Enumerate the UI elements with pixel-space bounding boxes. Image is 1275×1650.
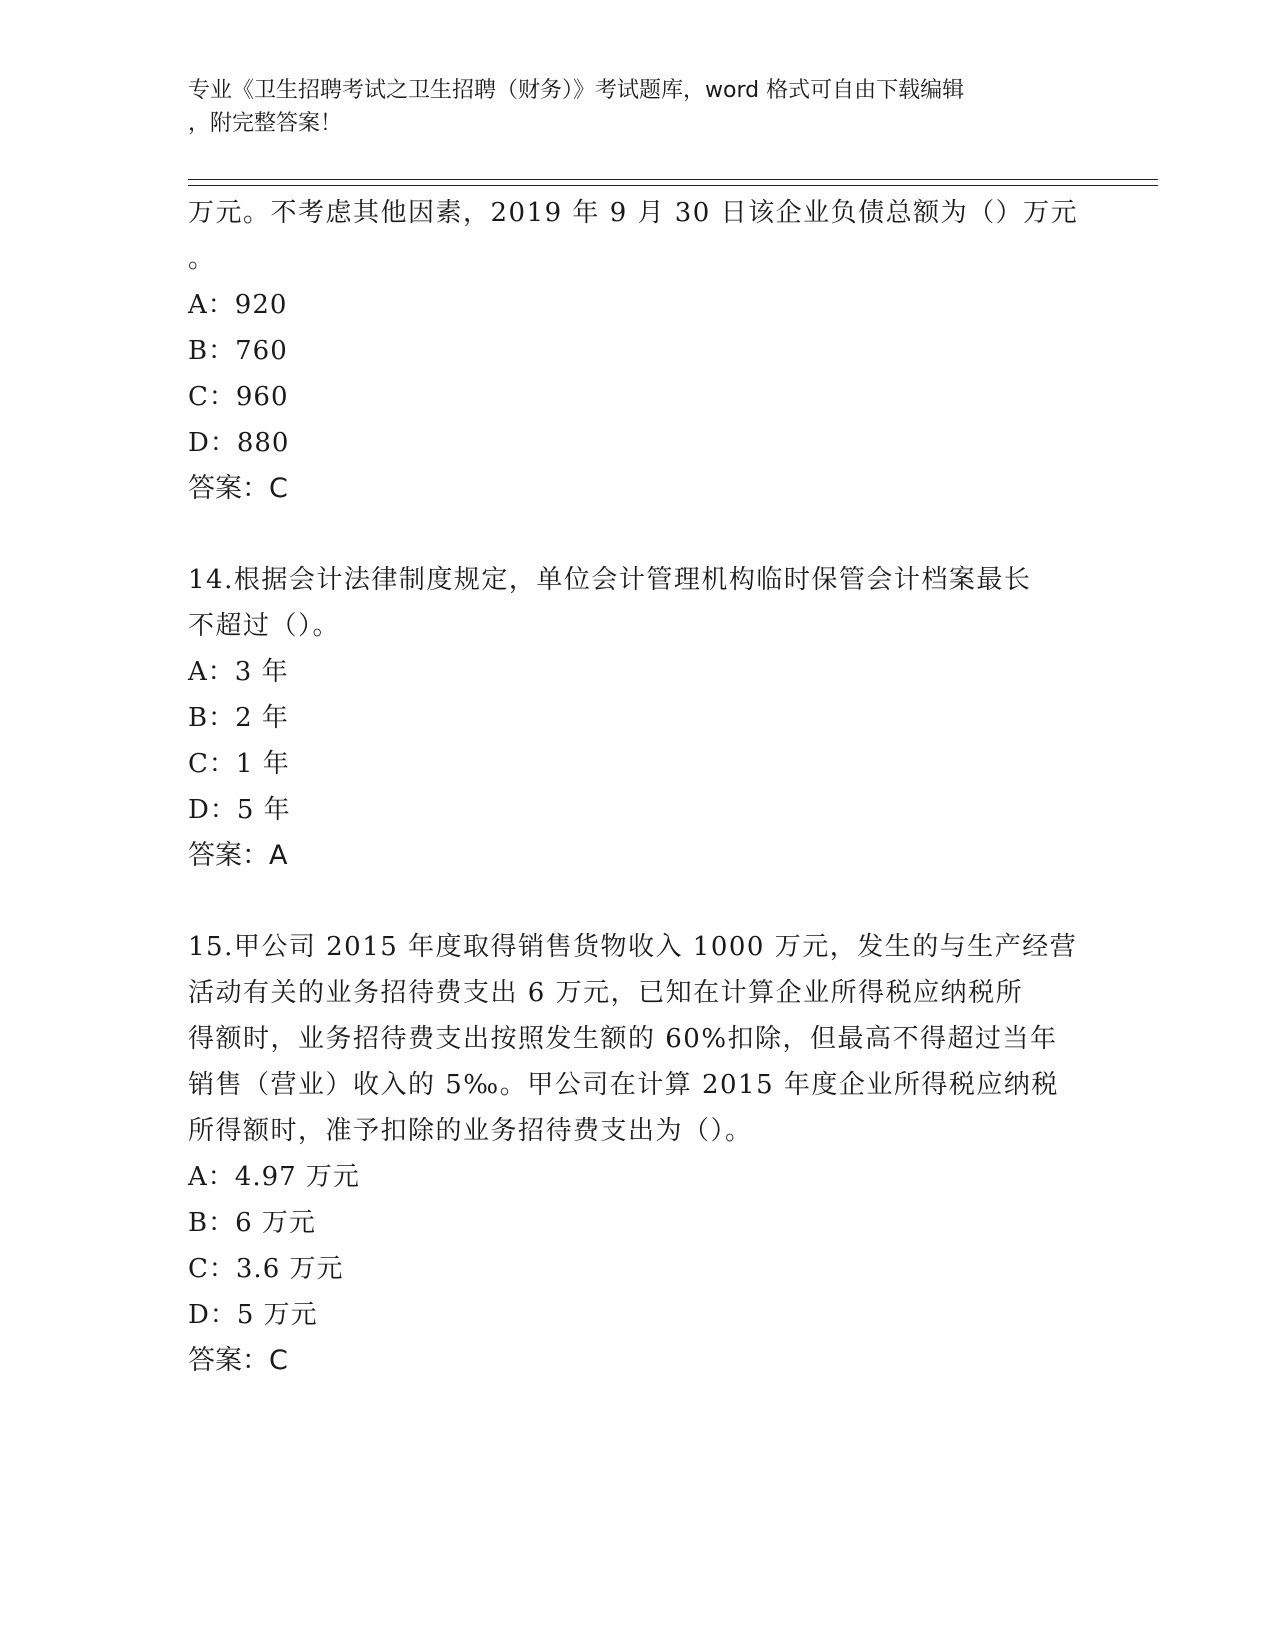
- question-15: [188, 924, 1088, 1384]
- question-text-line: 15.甲公司 2015 年度取得销售货物收入 1000 万元，发生的与生产经营: [188, 932, 1078, 962]
- option-b: B：760: [188, 336, 288, 366]
- question-text-line: 。: [188, 244, 216, 274]
- option-c: C：960: [188, 382, 289, 412]
- answer-line: 答案：C: [188, 473, 288, 504]
- option-b: B：6 万元: [188, 1208, 316, 1238]
- option-d: D：5 年: [188, 795, 291, 825]
- question-text-line: 得额时，业务招待费支出按照发生额的 60%扣除，但最高不得超过当年: [188, 1024, 1058, 1054]
- question-13-continued: [188, 190, 1088, 512]
- option-c: C：3.6 万元: [188, 1254, 344, 1284]
- option-d: D：880: [188, 428, 290, 458]
- question-text-line: 销售（营业）收入的 5‰。甲公司在计算 2015 年度企业所得税应纳税: [188, 1070, 1059, 1100]
- question-text-line: 不超过（）。: [188, 611, 341, 641]
- header-line-1: 专业《卫生招聘考试之卫生招聘（财务）》考试题库，word 格式可自由下载编辑: [188, 78, 965, 103]
- option-a: A：3 年: [188, 657, 289, 687]
- header-line-2: ，附完整答案！: [188, 111, 343, 136]
- question-text-line: 所得额时，准予扣除的业务招待费支出为（）。: [188, 1116, 753, 1146]
- option-a: A：920: [188, 290, 288, 320]
- question-text-line: 万元。不考虑其他因素，2019 年 9 月 30 日该企业负债总额为（）万元: [188, 198, 1079, 228]
- spacer: [188, 512, 1088, 557]
- option-d: D：5 万元: [188, 1300, 318, 1330]
- question-content: [188, 190, 1088, 1384]
- answer-line: 答案：A: [188, 840, 288, 871]
- document-header: [188, 74, 1088, 140]
- answer-line: 答案：C: [188, 1345, 288, 1376]
- spacer: [188, 879, 1088, 924]
- header-divider-bottom: [188, 185, 1158, 186]
- option-b: B：2 年: [188, 703, 289, 733]
- header-divider-top: [188, 179, 1158, 180]
- option-c: C：1 年: [188, 749, 290, 779]
- option-a: A：4.97 万元: [188, 1162, 360, 1192]
- question-14: [188, 557, 1088, 879]
- question-text-line: 活动有关的业务招待费支出 6 万元，已知在计算企业所得税应纳税所: [188, 978, 1024, 1008]
- question-text-line: 14.根据会计法律制度规定，单位会计管理机构临时保管会计档案最长: [188, 565, 1032, 595]
